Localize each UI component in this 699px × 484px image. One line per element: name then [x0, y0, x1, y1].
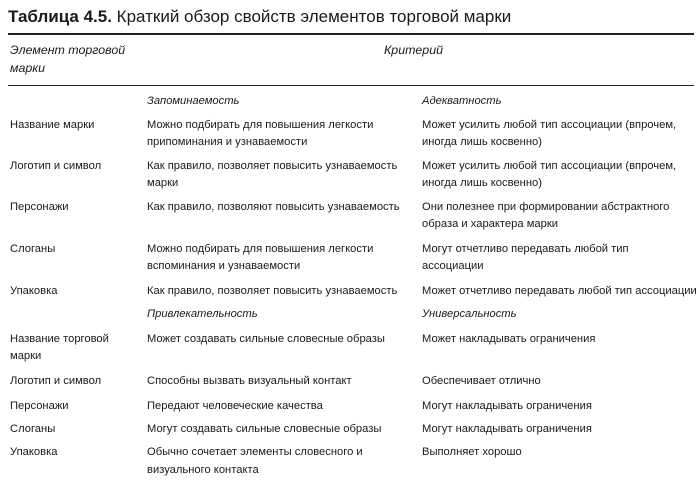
row-element: Упаковка	[10, 446, 58, 458]
subheader-memorability: Запоминаемость	[147, 95, 240, 107]
row-element: Логотип и символ	[10, 375, 102, 387]
row-attractiveness: Обычно сочетает элементы словесного и	[147, 446, 363, 458]
row-memorability-line2: марки	[147, 177, 179, 189]
row-attractiveness: Способны вызвать визуальный контакт	[147, 375, 352, 387]
row-element-line2: марки	[10, 350, 42, 362]
row-element: Логотип и символ	[10, 160, 102, 172]
row-universality: Могут накладывать ограничения	[422, 400, 592, 412]
table-caption: Краткий обзор свойств элементов торговой марки	[116, 7, 512, 26]
row-memorability: Как правило, позволяют повысить узнаваемость	[147, 201, 400, 213]
row-adequacy: Может усилить любой тип ассоциации (впрочем,	[422, 160, 677, 172]
row-adequacy: Может отчетливо передавать любой тип ассоциации	[422, 285, 697, 297]
row-element: Название марки	[10, 119, 95, 131]
row-adequacy: Они полезнее при формировании абстрактного	[422, 201, 670, 213]
row-adequacy-line2: иногда лишь косвенно)	[422, 177, 542, 189]
table-number: Таблица 4.5.	[8, 7, 112, 26]
row-attractiveness: Может создавать сильные словесные образы	[147, 333, 385, 345]
row-adequacy: Могут отчетливо передавать любой тип	[422, 243, 629, 255]
row-element: Название торговой	[10, 333, 109, 345]
col-header-element-line2: марки	[10, 61, 46, 75]
row-memorability: Как правило, позволяет повысить узнаваемость	[147, 285, 398, 297]
col-header-element: Элемент торговой	[10, 43, 126, 57]
row-memorability: Как правило, позволяет повысить узнаваемость	[147, 160, 398, 172]
row-element: Персонажи	[10, 400, 69, 412]
col-header-criterion: Критерий	[384, 43, 443, 57]
row-element: Персонажи	[10, 201, 69, 213]
row-universality: Может накладывать ограничения	[422, 333, 596, 345]
subheader-adequacy: Адекватность	[422, 95, 502, 107]
subheader-universality: Универсальность	[422, 308, 517, 320]
row-element: Упаковка	[10, 285, 58, 297]
table-title	[8, 7, 511, 27]
row-attractiveness: Передают человеческие качества	[147, 400, 323, 412]
row-adequacy-line2: образа и характера марки	[422, 218, 558, 230]
row-universality: Могут накладывать ограничения	[422, 423, 592, 435]
row-memorability-line2: вспоминания и узнаваемости	[147, 260, 301, 272]
row-universality: Выполняет хорошо	[422, 446, 522, 458]
row-attractiveness-line2: визуального контакта	[147, 464, 259, 476]
top-rule	[8, 33, 694, 35]
row-adequacy-line2: иногда лишь косвенно)	[422, 136, 542, 148]
header-rule	[8, 85, 694, 86]
row-adequacy: Может усилить любой тип ассоциации (впрочем,	[422, 119, 677, 131]
row-memorability: Можно подбирать для повышения легкости	[147, 243, 374, 255]
row-attractiveness: Могут создавать сильные словесные образы	[147, 423, 382, 435]
row-memorability: Можно подбирать для повышения легкости	[147, 119, 374, 131]
row-adequacy-line2: ассоциации	[422, 260, 484, 272]
row-universality: Обеспечивает отлично	[422, 375, 541, 387]
row-memorability-line2: припоминания и узнаваемости	[147, 136, 308, 148]
row-element: Слоганы	[10, 423, 56, 435]
row-element: Слоганы	[10, 243, 56, 255]
subheader-attractiveness: Привлекательность	[147, 308, 258, 320]
